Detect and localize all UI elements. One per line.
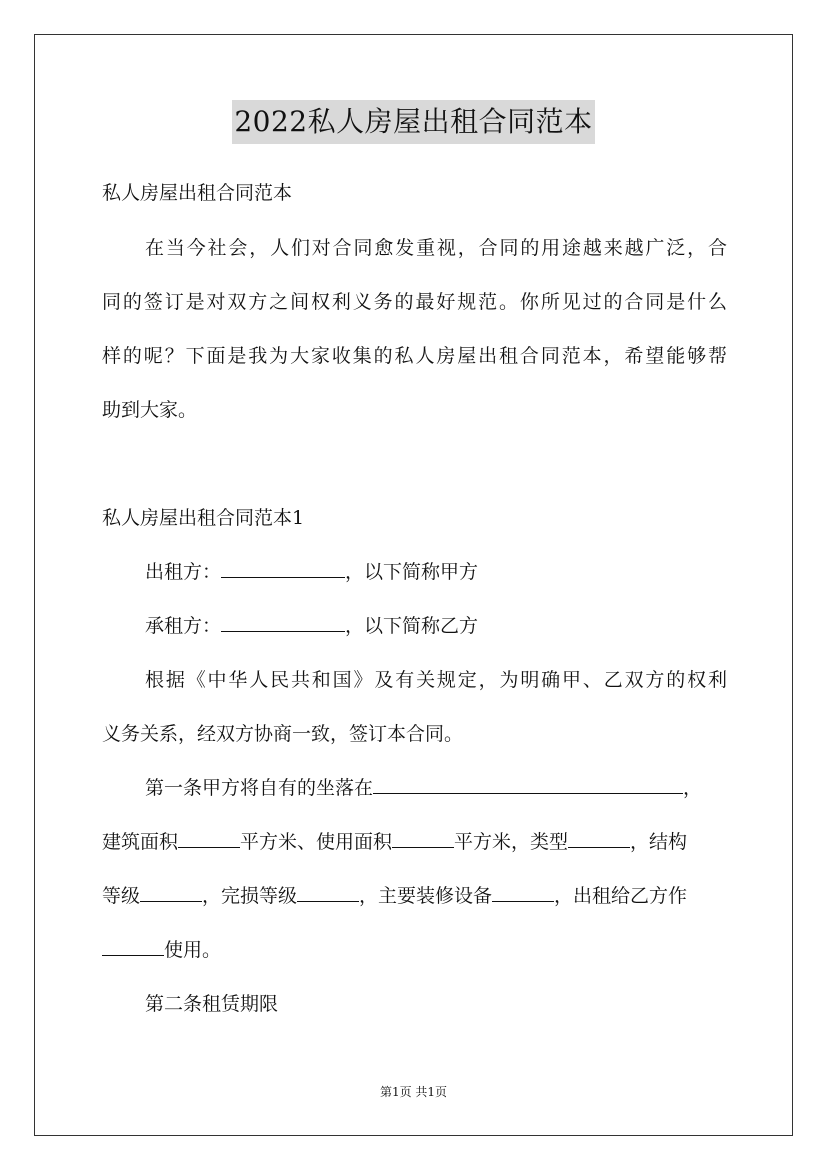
article1-prefix: 第一条甲方将自有的坐落在	[145, 777, 374, 799]
basis-line-1: 根据《中华人民共和国》及有关规定，为明确甲、乙双方的权利	[145, 669, 727, 691]
basis-line-2: 义务关系，经双方协商一致，签订本合同。	[102, 723, 464, 745]
lessee-blank	[221, 614, 345, 632]
building-area-label: 建筑面积	[102, 831, 179, 853]
lessee-label: 承租方：	[145, 615, 222, 637]
structure-label: ，结构	[630, 831, 688, 853]
lessor-line	[145, 545, 727, 599]
usable-area-blank	[392, 830, 454, 848]
damage-grade-label: ，完损等级	[202, 885, 298, 907]
grade-blank	[140, 884, 202, 902]
title-container	[0, 100, 827, 144]
intro-line-4: 助到大家。	[102, 399, 198, 421]
article1-line-3	[102, 869, 727, 923]
lessee-line	[145, 599, 727, 653]
section-heading-1: 私人房屋出租合同范本1	[102, 507, 305, 529]
use-label: 使用。	[164, 939, 222, 961]
article2-heading: 第二条租赁期限	[145, 993, 279, 1015]
intro-line-2: 同的签订是对双方之间权利义务的最好规范。你所见过的合同是什么	[102, 291, 727, 313]
subtitle: 私人房屋出租合同范本	[102, 182, 293, 204]
article1-line-4	[102, 923, 727, 977]
type-label: 平方米，类型	[454, 831, 569, 853]
article1-comma: ，	[683, 777, 703, 799]
equipment-label: ，主要装修设备	[359, 885, 493, 907]
damage-grade-blank	[297, 884, 359, 902]
article1-line-2	[102, 815, 727, 869]
lessor-label: 出租方：	[145, 561, 222, 583]
location-blank	[373, 776, 683, 794]
type-blank	[568, 830, 630, 848]
lessor-blank	[221, 560, 345, 578]
intro-line-1: 在当今社会，人们对合同愈发重视，合同的用途越来越广泛，合	[145, 237, 727, 259]
equipment-blank	[492, 884, 554, 902]
lease-to-label: ，出租给乙方作	[554, 885, 688, 907]
grade-label: 等级	[102, 885, 141, 907]
document-title: 2022私人房屋出租合同范本	[232, 100, 594, 144]
article1-line-1	[145, 761, 727, 815]
lessor-suffix: ，以下简称甲方	[345, 561, 479, 583]
usable-area-label: 平方米、使用面积	[240, 831, 393, 853]
page-footer: 第1页 共1页	[379, 1085, 448, 1099]
building-area-blank	[178, 830, 240, 848]
use-blank	[102, 938, 164, 956]
intro-line-3: 样的呢？下面是我为大家收集的私人房屋出租合同范本，希望能够帮	[102, 345, 727, 367]
lessee-suffix: ，以下简称乙方	[345, 615, 479, 637]
